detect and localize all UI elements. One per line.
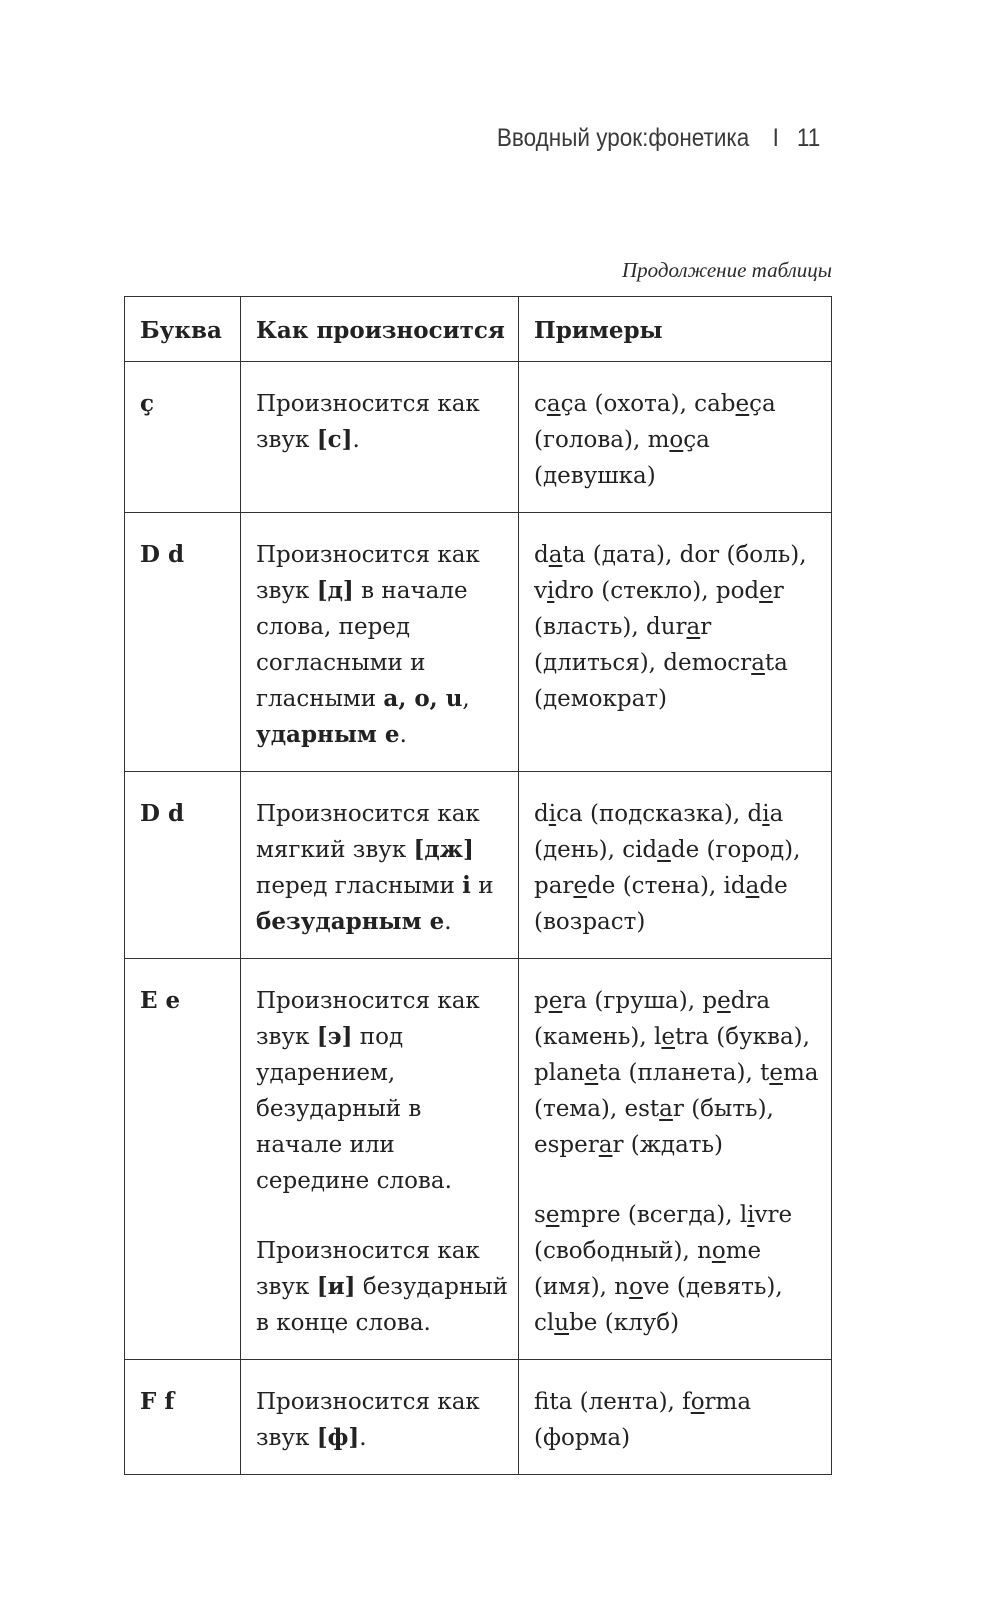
text-segment: ça (охота), cab <box>560 391 736 417</box>
examples-cell <box>519 513 832 772</box>
examples-cell <box>519 959 832 1360</box>
stressed-letter: a <box>745 873 760 899</box>
stressed-letter: e <box>735 391 750 417</box>
text-segment: r (власть), dur <box>534 578 784 640</box>
text-segment: Произносится как звук <box>256 988 480 1050</box>
text-segment: Произносится как мягкий звук <box>256 801 480 863</box>
paragraph-gap <box>256 1199 510 1233</box>
bold-text: a, o, u <box>383 685 463 712</box>
pronunciation-paragraph <box>256 796 510 940</box>
examples-paragraph <box>534 386 823 494</box>
stressed-letter: i <box>747 1202 755 1228</box>
text-segment: dra (камень), l <box>534 988 771 1050</box>
text-segment: ra (груша), p <box>562 988 718 1014</box>
text-segment: ta (лента), f <box>549 1389 691 1415</box>
stressed-letter: e <box>717 988 731 1014</box>
examples-cell <box>519 362 832 513</box>
text-segment: ta (дата), dor (боль), v <box>534 542 807 604</box>
text-segment: . <box>444 909 452 935</box>
table-header-row <box>125 297 832 362</box>
text-segment: ça (голова), m <box>534 391 776 453</box>
text-segment: ta (демократ) <box>534 650 788 712</box>
text-segment: Произносится как звук <box>256 542 480 604</box>
text-segment: vre (свободный), n <box>534 1202 793 1264</box>
stressed-letter: i <box>762 801 770 827</box>
letter-cell: D d <box>125 513 241 772</box>
text-segment: de (стена), id <box>587 873 746 899</box>
text-segment: . <box>352 427 360 453</box>
phonetics-table <box>124 296 832 1475</box>
examples-cell <box>519 772 832 959</box>
pronunciation-cell <box>241 362 519 513</box>
running-head <box>497 118 820 158</box>
pronunciation-paragraph <box>256 1384 510 1456</box>
table-body <box>125 362 832 1475</box>
stressed-letter: o <box>669 427 684 453</box>
stressed-letter: e <box>548 988 563 1014</box>
pronunciation-cell <box>241 959 519 1360</box>
stressed-letter: o <box>690 1389 705 1415</box>
letter-cell: ç <box>125 362 241 513</box>
table-row <box>125 513 832 772</box>
text-segment: . <box>399 722 407 748</box>
text-segment: Произносится как звук <box>256 391 480 453</box>
text-segment: ça (девушка) <box>534 427 710 489</box>
stressed-letter: e <box>545 1202 560 1228</box>
bold-text: [дж] <box>413 836 474 863</box>
column-header-letter: Буква <box>125 297 241 362</box>
text-segment: ve (девять), cl <box>534 1274 783 1336</box>
pronunciation-paragraph <box>256 1233 510 1341</box>
letter-cell: F f <box>125 1360 241 1475</box>
bold-text: ударным e <box>256 721 400 748</box>
stressed-letter: a <box>546 391 561 417</box>
text-segment: . <box>359 1425 367 1451</box>
text-segment: перед гласными <box>256 873 463 899</box>
table-caption: Продолжение таблицы <box>621 258 832 282</box>
bold-text: [д] <box>316 577 354 604</box>
text-segment: mpre (всегда), l <box>559 1202 748 1228</box>
text-segment: f <box>534 1389 550 1415</box>
stressed-letter: e <box>769 1060 783 1086</box>
stressed-letter: a <box>657 837 671 863</box>
text-segment: , <box>462 686 470 712</box>
text-segment: c <box>534 391 547 417</box>
text-segment: d <box>534 801 549 827</box>
bold-text: безударным e <box>256 908 445 935</box>
table-row <box>125 959 832 1360</box>
text-segment: в начале слова, перед согласными и гласными <box>256 578 468 712</box>
text-segment: d <box>534 542 549 568</box>
pronunciation-paragraph <box>256 537 510 753</box>
text-segment: ta (планета), t <box>598 1060 770 1086</box>
text-segment: ca (подсказка), d <box>556 801 763 827</box>
text-segment: r (длиться), democr <box>534 614 752 676</box>
pronunciation-cell <box>241 1360 519 1475</box>
examples-paragraph <box>534 796 823 940</box>
text-segment: de (возраст) <box>534 873 788 935</box>
text-segment: ma (тема), est <box>534 1060 819 1122</box>
text-segment: r (ждать) <box>612 1132 723 1158</box>
text-segment: a (день), cid <box>534 801 784 863</box>
text-segment: безударный в конце слова. <box>256 1274 508 1336</box>
text-segment: Произносится как звук <box>256 1238 480 1300</box>
text-segment: me (имя), n <box>534 1238 762 1300</box>
examples-paragraph <box>534 537 823 717</box>
stressed-letter: o <box>629 1274 643 1300</box>
stressed-letter: a <box>751 650 765 676</box>
stressed-letter: i <box>548 801 557 827</box>
text-segment: s <box>534 1202 546 1228</box>
examples-paragraph <box>534 1197 823 1341</box>
text-segment: p <box>534 988 549 1014</box>
pronunciation-cell <box>241 772 519 959</box>
stressed-letter: e <box>759 578 773 604</box>
bold-text: i <box>462 872 471 899</box>
text-segment: Произносится как звук <box>256 1389 480 1451</box>
pronunciation-paragraph <box>256 386 510 458</box>
paragraph-gap <box>534 1163 823 1197</box>
running-title: Вводный урок:фонетика <box>496 123 749 152</box>
bold-text: [и] <box>316 1273 356 1300</box>
table-row <box>125 1360 832 1475</box>
examples-paragraph <box>534 1384 823 1456</box>
table-row <box>125 362 832 513</box>
stressed-letter: a <box>659 1096 673 1122</box>
text-segment: de (город), par <box>534 837 801 899</box>
column-header-examples: Примеры <box>519 297 832 362</box>
stressed-letter: u <box>554 1310 570 1336</box>
stressed-letter: e <box>584 1060 599 1086</box>
stressed-letter: a <box>686 614 701 640</box>
text-segment: и <box>470 873 494 899</box>
header-separator: I <box>772 123 779 152</box>
pronunciation-paragraph <box>256 983 510 1199</box>
examples-cell <box>519 1360 832 1475</box>
letter-cell: E e <box>125 959 241 1360</box>
text-segment: под ударением, безударный в начале или середине слова. <box>256 1024 452 1194</box>
text-segment: rma (форма) <box>534 1389 752 1451</box>
stressed-letter: e <box>573 873 588 899</box>
page-number: 11 <box>796 123 820 152</box>
examples-paragraph <box>534 983 823 1163</box>
bold-text: [э] <box>316 1023 353 1050</box>
stressed-letter: e <box>661 1024 675 1050</box>
text-segment: tra (буква), plan <box>534 1024 810 1086</box>
letter-cell: D d <box>125 772 241 959</box>
stressed-letter: i <box>547 578 555 604</box>
bold-text: [с] <box>316 426 353 453</box>
pronunciation-cell <box>241 513 519 772</box>
stressed-letter: a <box>548 542 563 568</box>
bold-text: [ф] <box>316 1424 360 1451</box>
table-row <box>125 772 832 959</box>
stressed-letter: o <box>711 1238 726 1264</box>
text-segment: dro (стекло), pod <box>554 578 760 604</box>
stressed-letter: a <box>598 1132 613 1158</box>
text-segment: r (быть), esper <box>534 1096 774 1158</box>
column-header-pronunciation: Как произносится <box>241 297 519 362</box>
text-segment: be (клуб) <box>569 1310 680 1336</box>
